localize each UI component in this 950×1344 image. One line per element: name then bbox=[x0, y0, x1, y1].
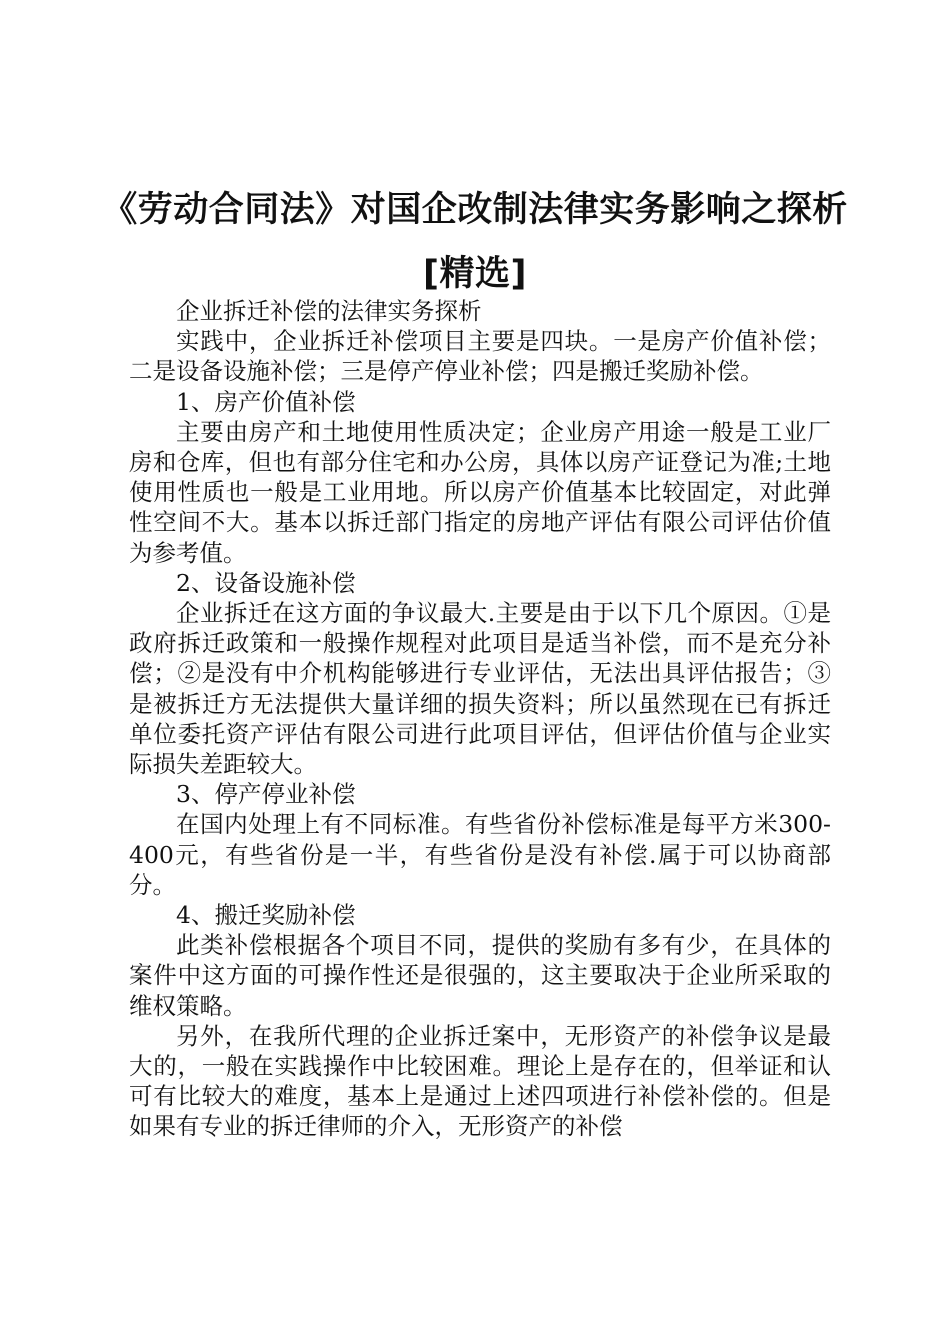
section-heading-2: 2、设备设施补偿 bbox=[176, 568, 356, 597]
section-heading-4: 4、搬迁奖励补偿 bbox=[176, 901, 356, 930]
section-heading-main: 企业拆迁补偿的法律实务探析 bbox=[176, 297, 482, 325]
document-body bbox=[129, 296, 831, 1142]
paragraph-intangible-assets: 另外，在我所代理的企业拆迁案中，无形资产的补偿争议是最大的，一般在实践操作中比较困难。理论上是存在的，但举证和认可有比较大的难度，基本上是通过上述四项进行补偿补偿的。但是如果有专业的拆迁律师的介入，无形资产的补偿 bbox=[129, 1021, 831, 1141]
paragraph-property-value: 主要由房产和土地使用性质决定；企业房产用途一般是工业厂房和仓库，但也有部分住宅和办公房，具体以房产证登记为准;土地使用性质也一般是工业用地。所以房产价值基本比较固定，对此弹性空间不大。基本以拆迁部门指定的房地产评估有限公司评估价值为参考值。 bbox=[129, 417, 831, 567]
paragraph-intro: 实践中，企业拆迁补偿项目主要是四块。一是房产价值补偿；二是设备设施补偿；三是停产停业补偿；四是搬迁奖励补偿。 bbox=[129, 327, 831, 386]
document-title: 《劳动合同法》对国企改制法律实务影响之探析[精选] bbox=[102, 190, 848, 294]
paragraph-suspension: 在国内处理上有不同标准。有些省份补偿标准是每平方米300-400元，有些省份是一半，有些省份是没有补偿.属于可以协商部分。 bbox=[129, 810, 831, 899]
paragraph-relocation-reward: 此类补偿根据各个项目不同，提供的奖励有多有少，在具体的案件中这方面的可操作性还是很强的，这主要取决于企业所采取的维权策略。 bbox=[129, 931, 831, 1020]
section-heading-1: 1、房产价值补偿 bbox=[176, 387, 356, 416]
section-heading-3: 3、停产停业补偿 bbox=[176, 780, 356, 809]
paragraph-equipment: 企业拆迁在这方面的争议最大.主要是由于以下几个原因。①是政府拆迁政策和一般操作规程对此项目是适当补偿，而不是充分补偿；②是没有中介机构能够进行专业评估，无法出具评估报告；③是被拆迁方无法提供大量详细的损失资料；所以虽然现在已有拆迁单位委托资产评估有限公司进行此项目评估，但评估价值与企业实际损失差距较大。 bbox=[129, 599, 831, 779]
